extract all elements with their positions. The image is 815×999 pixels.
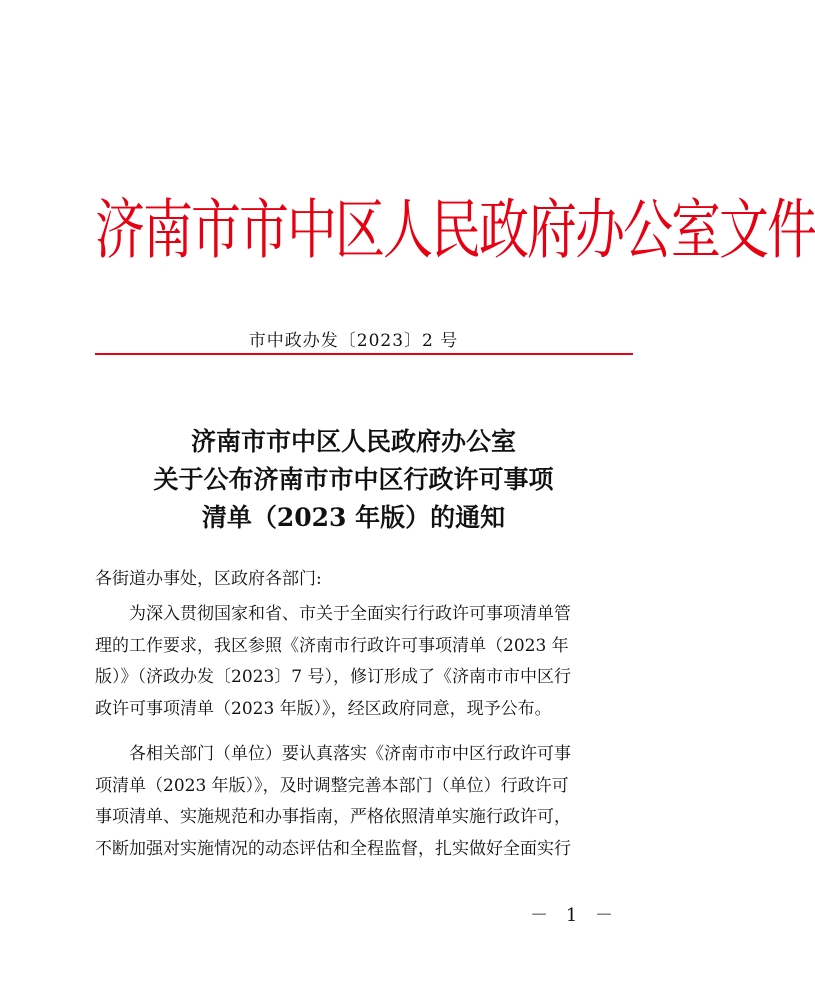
title-line-2: 关于公布济南市市中区行政许可事项 [153,465,554,494]
paragraph-line: 项清单（2023 年版）》，及时调整完善本部门（单位）行政许可 [95,775,569,796]
title-line-3: 清单（2023 年版）的通知 [201,503,506,532]
page-number: － 1 － [530,905,619,926]
document-number: 市中政办发〔2023〕2 号 [248,331,459,351]
document-masthead: 济南市市中区人民政府办公室文件 [95,192,815,268]
title-line-1: 济南市市中区人民政府办公室 [190,427,516,456]
paragraph-line: 理的工作要求，我区参照《济南市行政许可事项清单（2023 年 [95,635,569,656]
paragraph-2 [95,739,620,865]
salutation: 各街道办事处，区政府各部门: [95,569,322,589]
paragraph-line: 政许可事项清单（2023 年版）》，经区政府同意，现予公布。 [95,698,552,719]
red-divider-line [95,353,633,355]
paragraph-line: 各相关部门（单位）要认真落实《济南市市中区行政许可事 [129,744,571,764]
paragraph-line: 为深入贯彻国家和省、市关于全面实行行政许可事项清单管 [129,604,571,624]
paragraph-line: 事项清单、实施规范和办事指南，严格依照清单实施行政许可， [95,807,571,827]
paragraph-line: 不断加强对实施情况的动态评估和全程监督，扎实做好全面实行 [95,838,571,859]
paragraph-1 [95,599,620,725]
document-title [60,423,647,537]
paragraph-line: 版）》（济政办发〔2023〕7 号），修订形成了《济南市市中区行 [95,667,571,687]
